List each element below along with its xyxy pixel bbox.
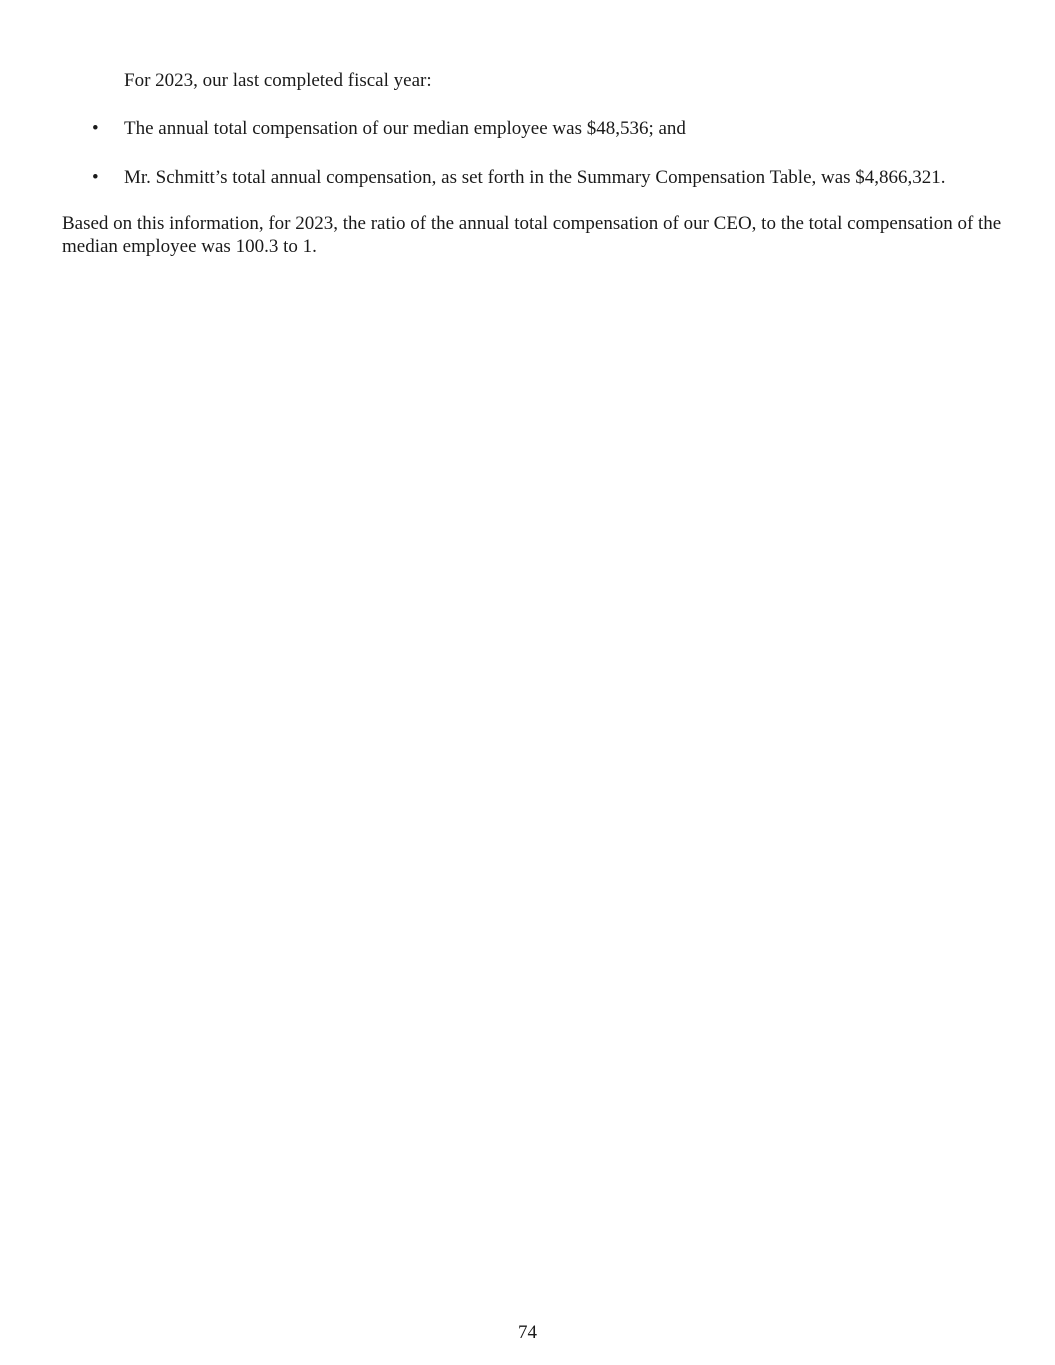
list-item: [0, 117, 1055, 140]
list-item: [0, 166, 1055, 189]
intro-paragraph: For 2023, our last completed fiscal year:: [124, 70, 432, 91]
page-number: 74: [518, 1322, 537, 1343]
median-employee-compensation-text: The annual total compensation of our median employee was $48,536; and: [124, 118, 686, 139]
bullet-icon: •: [92, 118, 99, 139]
pay-ratio-paragraph: Based on this information, for 2023, the ratio of the annual total compensation of our CEO, to the total compensation of the median employee was 100.3 to 1.: [62, 213, 1002, 257]
compensation-bullet-list: [0, 117, 1055, 215]
ceo-compensation-text: Mr. Schmitt’s total annual compensation, as set forth in the Summary Compensation Table, was $4,866,321.: [124, 167, 946, 188]
bullet-icon: •: [92, 167, 99, 188]
